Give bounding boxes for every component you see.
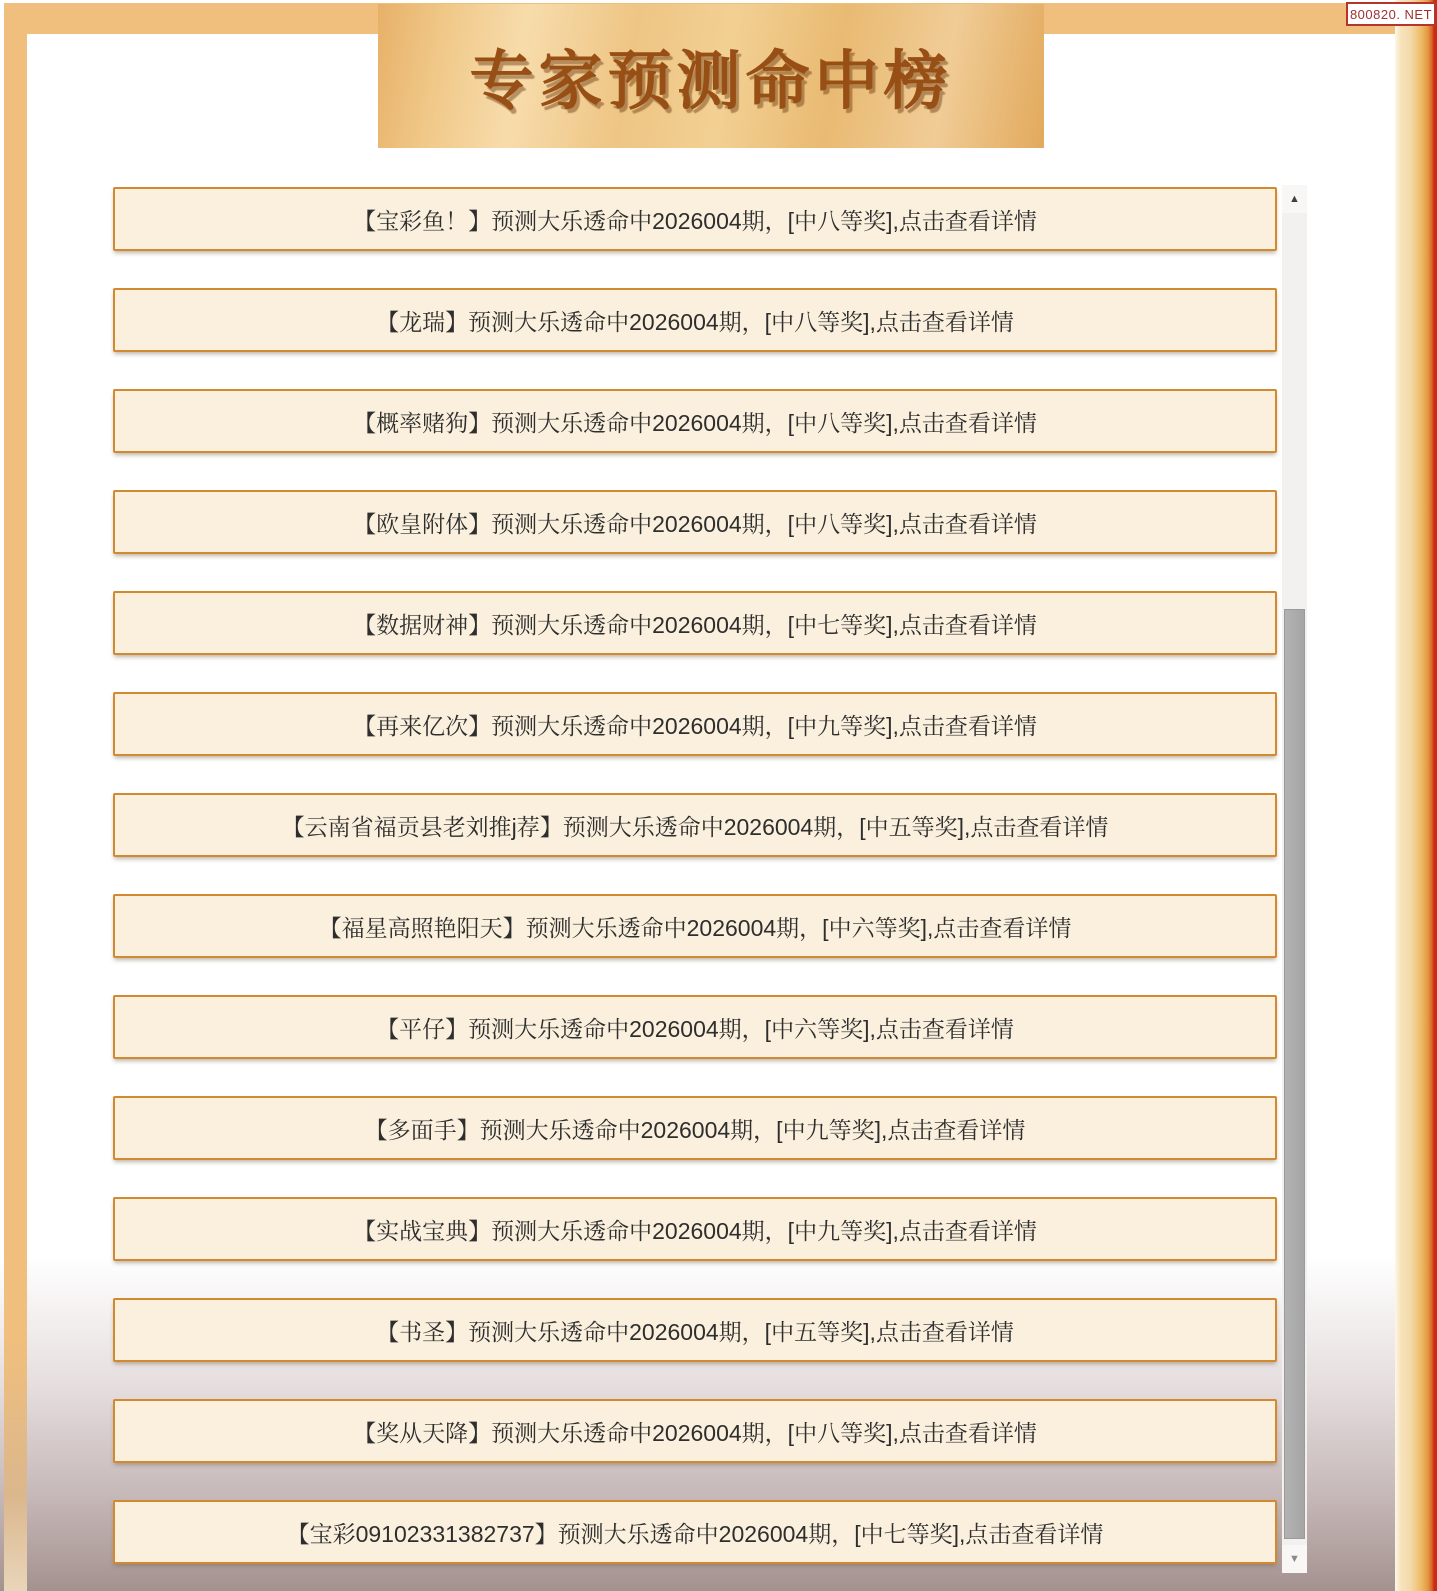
- prediction-list-item[interactable]: [113, 692, 1277, 756]
- scroll-down-icon: ▼: [1289, 1553, 1300, 1565]
- prediction-list-item[interactable]: [113, 1096, 1277, 1160]
- prediction-list-item[interactable]: [113, 995, 1277, 1059]
- prediction-item-label: 【多面手】预测大乐透命中2026004期，[中九等奖],点击查看详情: [364, 1116, 1026, 1143]
- list-scrollbar-track[interactable]: [1282, 185, 1307, 1573]
- site-watermark-badge[interactable]: 800820. NET: [1346, 2, 1436, 26]
- prediction-item-label: 【奖从天降】预测大乐透命中2026004期，[中八等奖],点击查看详情: [353, 1419, 1037, 1446]
- prediction-item-label: 【福星高照艳阳天】预测大乐透命中2026004期，[中六等奖],点击查看详情: [318, 914, 1072, 941]
- prediction-list-item[interactable]: [113, 591, 1277, 655]
- frame-left-bar: [4, 3, 27, 1591]
- prediction-list: [113, 187, 1277, 1591]
- prediction-item-label: 【云南省福贡县老刘推j荐】预测大乐透命中2026004期，[中五等奖],点击查看详情: [281, 813, 1109, 840]
- scroll-down-button[interactable]: [1282, 1545, 1307, 1573]
- prediction-list-item[interactable]: [113, 490, 1277, 554]
- scroll-up-icon: ▲: [1289, 193, 1300, 205]
- prediction-list-item[interactable]: [113, 1197, 1277, 1261]
- prediction-item-label: 【平仔】预测大乐透命中2026004期，[中六等奖],点击查看详情: [376, 1015, 1014, 1042]
- prediction-item-label: 【数据财神】预测大乐透命中2026004期，[中七等奖],点击查看详情: [353, 611, 1037, 638]
- prediction-item-label: 【龙瑞】预测大乐透命中2026004期，[中八等奖],点击查看详情: [376, 308, 1014, 335]
- prediction-item-label: 【实战宝典】预测大乐透命中2026004期，[中九等奖],点击查看详情: [353, 1217, 1037, 1244]
- prediction-list-item[interactable]: [113, 288, 1277, 352]
- scroll-up-button[interactable]: [1282, 185, 1307, 213]
- prediction-list-item[interactable]: [113, 187, 1277, 251]
- prediction-list-item[interactable]: [113, 1298, 1277, 1362]
- prediction-item-label: 【欧皇附体】预测大乐透命中2026004期，[中八等奖],点击查看详情: [353, 510, 1037, 537]
- prediction-item-label: 【宝彩09102331382737】预测大乐透命中2026004期，[中七等奖],点击查看详情: [286, 1520, 1104, 1547]
- page-title: 专家预测命中榜: [469, 45, 953, 117]
- frame-right-bar: [1395, 0, 1437, 1591]
- prediction-item-label: 【概率赌狗】预测大乐透命中2026004期，[中八等奖],点击查看详情: [353, 409, 1037, 436]
- title-banner: [378, 4, 1044, 148]
- scrollbar-thumb[interactable]: [1284, 609, 1305, 1539]
- prediction-list-item[interactable]: [113, 894, 1277, 958]
- prediction-item-label: 【再来亿次】预测大乐透命中2026004期，[中九等奖],点击查看详情: [353, 712, 1037, 739]
- prediction-list-item[interactable]: [113, 1399, 1277, 1463]
- prediction-item-label: 【宝彩鱼！】预测大乐透命中2026004期，[中八等奖],点击查看详情: [353, 207, 1037, 234]
- prediction-list-item[interactable]: [113, 389, 1277, 453]
- prediction-list-item[interactable]: [113, 1500, 1277, 1564]
- prediction-list-item[interactable]: [113, 793, 1277, 857]
- prediction-item-label: 【书圣】预测大乐透命中2026004期，[中五等奖],点击查看详情: [376, 1318, 1014, 1345]
